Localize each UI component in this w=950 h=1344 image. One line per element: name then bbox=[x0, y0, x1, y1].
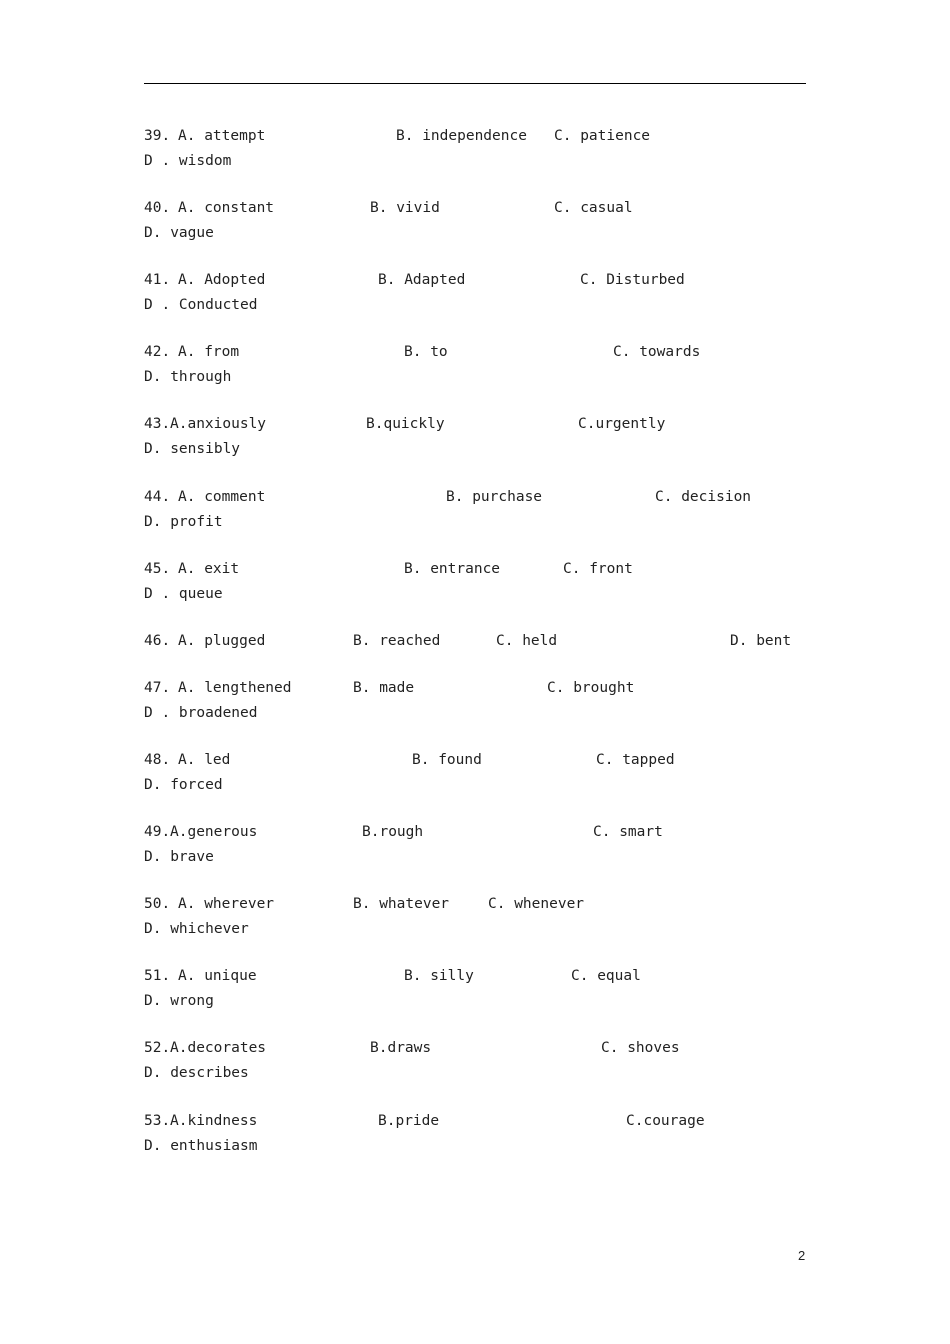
question-44 bbox=[144, 485, 806, 535]
question-number: 48. bbox=[144, 752, 171, 768]
option-b: B. Adapted bbox=[378, 272, 466, 288]
option-b: B.rough bbox=[362, 824, 424, 840]
option-c: C. whenever bbox=[488, 896, 585, 912]
option-b: B. whatever bbox=[353, 896, 450, 912]
question-number: 53. bbox=[144, 1113, 171, 1129]
question-49 bbox=[144, 820, 806, 870]
page-number: 2 bbox=[798, 1248, 806, 1263]
question-53 bbox=[144, 1109, 806, 1159]
question-number: 50. bbox=[144, 896, 171, 912]
option-b: B. silly bbox=[404, 968, 474, 984]
question-45 bbox=[144, 557, 806, 607]
option-b: B. found bbox=[412, 752, 482, 768]
option-d: D. wrong bbox=[144, 993, 214, 1009]
option-b: B.draws bbox=[370, 1040, 432, 1056]
option-c: C. tapped bbox=[596, 752, 675, 768]
question-41 bbox=[144, 268, 806, 318]
option-d: D. sensibly bbox=[144, 441, 241, 457]
option-a: A.decorates bbox=[170, 1040, 267, 1056]
option-a: A. unique bbox=[178, 968, 257, 984]
option-c: C. Disturbed bbox=[580, 272, 685, 288]
option-d: D. through bbox=[144, 369, 232, 385]
option-a: A. attempt bbox=[178, 128, 266, 144]
question-51 bbox=[144, 964, 806, 1014]
question-52 bbox=[144, 1036, 806, 1086]
question-number: 40. bbox=[144, 200, 171, 216]
option-b: B. entrance bbox=[404, 561, 501, 577]
option-b: B. purchase bbox=[446, 489, 543, 505]
option-d: D. describes bbox=[144, 1065, 249, 1081]
question-42 bbox=[144, 340, 806, 390]
option-d: D. bent bbox=[730, 633, 792, 649]
question-number: 45. bbox=[144, 561, 171, 577]
question-number: 44. bbox=[144, 489, 171, 505]
question-number: 42. bbox=[144, 344, 171, 360]
option-b: B.quickly bbox=[366, 416, 445, 432]
option-c: C. front bbox=[563, 561, 633, 577]
option-d: D . Conducted bbox=[144, 297, 258, 313]
option-c: C. decision bbox=[655, 489, 752, 505]
option-b: B.pride bbox=[378, 1113, 440, 1129]
question-number: 52. bbox=[144, 1040, 171, 1056]
option-d: D. whichever bbox=[144, 921, 249, 937]
option-c: C. held bbox=[496, 633, 558, 649]
question-48 bbox=[144, 748, 806, 798]
option-a: A.generous bbox=[170, 824, 258, 840]
option-b: B. to bbox=[404, 344, 448, 360]
option-a: A. plugged bbox=[178, 633, 266, 649]
option-a: A. comment bbox=[178, 489, 266, 505]
question-number: 51. bbox=[144, 968, 171, 984]
option-a: A.kindness bbox=[170, 1113, 258, 1129]
question-number: 41. bbox=[144, 272, 171, 288]
question-43 bbox=[144, 412, 806, 462]
option-c: C. smart bbox=[593, 824, 663, 840]
option-d: D. profit bbox=[144, 514, 223, 530]
option-a: A.anxiously bbox=[170, 416, 267, 432]
option-d: D . wisdom bbox=[144, 153, 232, 169]
option-a: A. lengthened bbox=[178, 680, 292, 696]
question-39 bbox=[144, 124, 806, 174]
question-number: 49. bbox=[144, 824, 171, 840]
option-d: D . queue bbox=[144, 586, 223, 602]
option-b: B. reached bbox=[353, 633, 441, 649]
option-c: C.courage bbox=[626, 1113, 705, 1129]
option-d: D. vague bbox=[144, 225, 214, 241]
option-c: C. equal bbox=[571, 968, 641, 984]
question-number: 39. bbox=[144, 128, 171, 144]
option-a: A. from bbox=[178, 344, 240, 360]
option-a: A. Adopted bbox=[178, 272, 266, 288]
option-d: D. forced bbox=[144, 777, 223, 793]
option-b: B. independence bbox=[396, 128, 527, 144]
option-a: A. exit bbox=[178, 561, 240, 577]
option-c: C.urgently bbox=[578, 416, 666, 432]
option-d: D . broadened bbox=[144, 705, 258, 721]
option-d: D. enthusiasm bbox=[144, 1138, 258, 1154]
question-50 bbox=[144, 892, 806, 942]
question-number: 47. bbox=[144, 680, 171, 696]
question-40 bbox=[144, 196, 806, 246]
option-c: C. towards bbox=[613, 344, 701, 360]
question-46 bbox=[144, 629, 806, 679]
question-47 bbox=[144, 676, 806, 726]
option-c: C. patience bbox=[554, 128, 651, 144]
option-a: A. constant bbox=[178, 200, 275, 216]
option-b: B. made bbox=[353, 680, 415, 696]
option-d: D. brave bbox=[144, 849, 214, 865]
header-rule bbox=[144, 83, 806, 84]
option-a: A. wherever bbox=[178, 896, 275, 912]
option-c: C. shoves bbox=[601, 1040, 680, 1056]
option-b: B. vivid bbox=[370, 200, 440, 216]
question-number: 43. bbox=[144, 416, 171, 432]
question-number: 46. bbox=[144, 633, 171, 649]
option-c: C. casual bbox=[554, 200, 633, 216]
option-c: C. brought bbox=[547, 680, 635, 696]
option-a: A. led bbox=[178, 752, 231, 768]
